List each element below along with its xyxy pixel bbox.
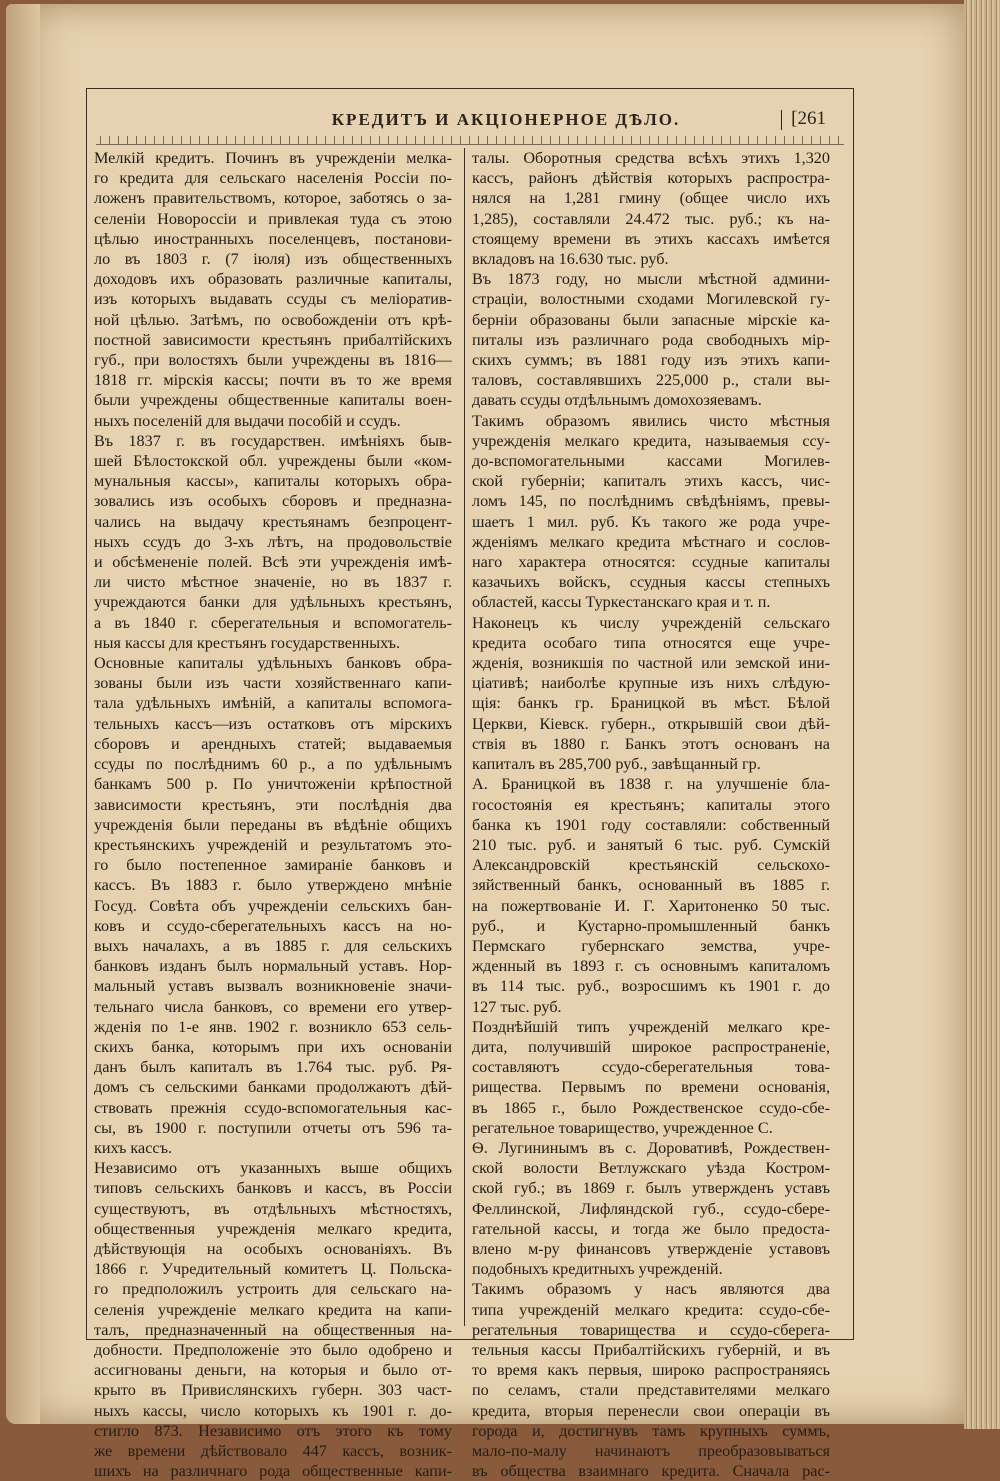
text-line: 1818 гг. мiрскiя кассы; почти въ то же время bbox=[94, 371, 452, 390]
text-line: Пермскаго губернскаго земства, учре- bbox=[472, 936, 830, 955]
text-line: Ѳ. Лугининымъ въ с. Доровативѣ, Рождествен- bbox=[472, 1138, 830, 1157]
text-line: тельнаго числа банковъ, со времени его утвер- bbox=[94, 997, 452, 1016]
text-line: ссуды по послѣднимъ 60 р., а по удѣльнымъ bbox=[94, 755, 452, 774]
text-line: давать ссуды отдѣльнымъ домохозяевамъ. bbox=[472, 391, 762, 410]
text-line: учрежденiя были переданы въ вѣдѣнiе общихъ bbox=[94, 815, 452, 834]
text-line: шаетъ 1 мил. руб. Къ такого же рода учре- bbox=[472, 512, 830, 531]
text-line: ложенъ правительствомъ, которое, заботясь о за- bbox=[94, 189, 452, 208]
text-line: ломъ 145, по послѣднимъ свѣдѣнiямъ, превы- bbox=[472, 492, 830, 511]
text-line: общественныя учрежденiя мелкаго кредита, bbox=[94, 1219, 452, 1238]
text-line: типовъ сельскихъ банковъ и кассъ, въ Россiи bbox=[94, 1179, 452, 1198]
text-line: зованы были изъ части хозяйственнаго капи- bbox=[94, 674, 452, 693]
text-line: Церкви, Кiевск. губерн., открывшiй свои дѣй- bbox=[472, 714, 830, 733]
text-line: Независимо отъ указанныхъ выше общихъ bbox=[94, 1159, 452, 1178]
text-line: нялся на 1,281 гмину (общее число ихъ bbox=[472, 189, 830, 208]
text-line: банковъ изданъ былъ нормальный уставъ. Нор- bbox=[94, 957, 452, 976]
text-line: Мелкiй кредитъ. Починъ въ учрежденiи мелка- bbox=[94, 149, 452, 167]
text-line: Въ 1873 году, но мысли мѣстной админи- bbox=[472, 270, 830, 289]
text-line: жденiямъ мелкаго кредита мѣстнаго и сослов- bbox=[472, 532, 830, 551]
text-line: стоящему времени въ этихъ кассахъ имѣется bbox=[472, 229, 830, 248]
text-line: ной цѣлью. Затѣмъ, по освобожденiи отъ крѣ- bbox=[94, 310, 452, 329]
text-line: зовались изъ особыхъ сборовъ и предназна- bbox=[94, 492, 452, 511]
text-line: ли чисто мѣстное значенiе, но въ 1837 г. bbox=[94, 573, 452, 592]
text-line: госостоянiя ея крестьянъ; капиталы этого bbox=[472, 795, 830, 814]
text-line: 1866 г. Учредительный комитетъ Ц. Польска- bbox=[94, 1260, 452, 1279]
text-line: 1,285), составляли 24.472 тыс. руб.; къ на- bbox=[472, 209, 830, 228]
text-line: существуютъ, въ отдѣльныхъ мѣстностяхъ, bbox=[94, 1199, 452, 1218]
text-line: кихъ кассъ. bbox=[94, 1138, 173, 1157]
text-line: стигло 873. Независимо отъ этого къ тому bbox=[94, 1421, 452, 1440]
text-line: регательныя товарищества и ссудо-сберега- bbox=[472, 1320, 830, 1339]
text-line: банкамъ 500 р. По уничтоженiи крѣпостной bbox=[94, 775, 452, 794]
text-line: домъ съ сельскими банками продолжаютъ дѣй- bbox=[94, 1078, 452, 1097]
text-line: же времени дѣйствовало 447 кассъ, возник- bbox=[94, 1442, 452, 1460]
text-line: цѣлью иностранныхъ поселенцевъ, постанови- bbox=[94, 229, 452, 248]
text-line: ныхъ кассы, число которыхъ къ 1901 г. до- bbox=[94, 1401, 452, 1420]
text-line: и обсѣмененiе полей. Всѣ эти учрежденiя имѣ- bbox=[94, 553, 452, 572]
book-page-edges bbox=[964, 0, 1000, 1429]
text-line: учреждаются банки для удѣльныхъ крестьянъ, bbox=[94, 593, 452, 612]
text-line: капиталъ въ 285,700 руб., завѣщанный гр. bbox=[472, 755, 761, 774]
text-line: типа учрежденiй мелкаго кредита: ссудо-сбе- bbox=[472, 1300, 830, 1319]
text-line: скихъ банка, которымъ при ихъ основанiи bbox=[94, 1037, 452, 1056]
facing-page-strip bbox=[6, 4, 40, 1424]
text-line: го предположилъ устроить для сельскаго на- bbox=[94, 1280, 452, 1299]
text-line: Въ 1837 г. въ государствен. имѣнiяхъ быв- bbox=[94, 431, 452, 450]
text-line: го было постепенное замиранiе банковъ и bbox=[94, 856, 452, 875]
text-line: составляютъ ссудо-сберегательныя това- bbox=[472, 1058, 830, 1077]
text-line: а въ 1840 г. сберегательныя и вспомогатель- bbox=[94, 613, 452, 632]
text-line: таловъ, составлявшихъ 225,000 р., стали вы- bbox=[472, 371, 830, 390]
running-title: КРЕДИТЪ И АКЦIОНЕРНОЕ ДѢЛО. bbox=[331, 110, 681, 129]
column-divider bbox=[464, 148, 465, 1326]
text-line: наго характера относятся: ссудные капиталы bbox=[472, 553, 830, 572]
text-line: банка къ 1901 году составляли: собственный bbox=[472, 815, 830, 834]
text-line: шей Бѣлостокской обл. учреждены были «ком- bbox=[94, 452, 452, 471]
text-line: страцiи, волостными сходами Могилевской гу- bbox=[472, 290, 830, 309]
text-line: губ., при волостяхъ были учреждены въ 1816— bbox=[94, 351, 452, 370]
text-line: доходовъ ихъ образовать различные капиталы, bbox=[94, 270, 452, 289]
text-line: кредита особаго типа относятся еще учре- bbox=[472, 633, 830, 652]
header-rule bbox=[96, 136, 844, 145]
text-line: кредита, вторыя перенесли свои операцiи въ bbox=[472, 1401, 830, 1420]
text-line: щiя: банкъ гр. Браницкой въ мѣст. Бѣлой bbox=[472, 694, 830, 713]
text-line: Такимъ образомъ у насъ являются два bbox=[472, 1280, 830, 1299]
text-line: крестьянскихъ учрежденiй и результатомъ это- bbox=[94, 835, 452, 854]
text-line: го кредита для сельскаго населенiя Россiи по- bbox=[94, 169, 452, 188]
text-line: 210 тыс. руб. и занятый 6 тыс. руб. Сумскiй bbox=[472, 835, 830, 854]
text-line: цiативѣ; наиболѣе крупные изъ нихъ слѣдую- bbox=[472, 674, 830, 693]
text-line: въ 114 тыс. руб., возросшимъ къ 1901 г. до bbox=[472, 977, 830, 996]
text-line: города и, достигнувъ тамъ крупныхъ суммъ, bbox=[472, 1421, 830, 1440]
text-line: ской губернiи; капиталъ этихъ кассъ, чис- bbox=[472, 472, 830, 491]
text-line: тала удѣльныхъ имѣнiй, а капиталы вспомога- bbox=[94, 694, 452, 713]
text-line: жденный въ 1893 г. съ основнымъ капиталомъ bbox=[472, 957, 830, 976]
text-line: селенiя учрежденiе мелкаго кредита на капи- bbox=[94, 1300, 452, 1319]
text-line: жденiя, возникшiя по частной или земской ини- bbox=[472, 654, 830, 673]
text-line: въ 1865 г., было Рождественское ссудо-сбе- bbox=[472, 1098, 830, 1117]
left-column bbox=[94, 148, 452, 1481]
text-line: А. Браницкой въ 1838 г. на улучшенiе бла- bbox=[472, 775, 830, 794]
text-line: сборовъ и арендныхъ статей; выдаваемыя bbox=[94, 734, 452, 753]
text-line: ныхъ ссудъ до 3-хъ лѣтъ, на продовольствiе bbox=[94, 532, 452, 551]
text-line: постной зависимости крестьянъ прибалтiйскихъ bbox=[94, 330, 452, 349]
text-line: ныхъ поселенiй для выдачи пособiй и ссудъ. bbox=[94, 411, 401, 430]
text-line: ствовать прежнiя ссудо-вспомогательныя кас- bbox=[94, 1098, 452, 1117]
text-line: областей, кассы Туркестанскаго края и т. п. bbox=[472, 593, 771, 612]
running-header bbox=[86, 106, 854, 136]
text-line: выхъ началахъ, а въ 1885 г. для сельскихъ bbox=[94, 936, 452, 955]
text-line: Александровскiй крестьянскiй сельскохо- bbox=[472, 856, 830, 875]
text-line: крыто въ Привислянскихъ губерн. 303 част- bbox=[94, 1381, 452, 1400]
text-line: руб., и Кустарно-промышленный банкъ bbox=[472, 916, 830, 935]
text-line: талы. Оборотныя средства всѣхъ этихъ 1,320 bbox=[472, 149, 830, 167]
text-line: мальный уставъ вызвалъ возникновенiе значи- bbox=[94, 977, 452, 996]
text-line: кассъ. Въ 1883 г. было утверждено мнѣнiе bbox=[94, 876, 452, 895]
text-line: рищества. Первымъ по времени основанiя, bbox=[472, 1078, 830, 1097]
text-line: влено м-ру финансовъ утвержденiе уставовъ bbox=[472, 1239, 830, 1258]
text-line: дита, получившiй широкое распространенiе, bbox=[472, 1037, 830, 1056]
text-line: вкладовъ на 16.630 тыс. руб. bbox=[472, 250, 669, 269]
text-line: Основные капиталы удѣльныхъ банковъ обра- bbox=[94, 654, 452, 673]
text-line: гательной кассы, и тогда же было предоста- bbox=[472, 1219, 830, 1238]
text-line: учрежденiя мелкаго кредита, называемыя ссу- bbox=[472, 431, 830, 450]
text-line: селенiи Новороссiи и привлекая туда съ этою bbox=[94, 209, 452, 228]
text-line: ской губ.; въ 1869 г. былъ утвержденъ уставъ bbox=[472, 1179, 830, 1198]
right-column bbox=[472, 148, 830, 1481]
text-line: изъ которыхъ выдавать ссуды съ мелiоратив- bbox=[94, 290, 452, 309]
text-line: подобныхъ кредитныхъ учрежденiй. bbox=[472, 1260, 723, 1279]
text-line: данъ былъ капиталъ въ 1.764 тыс. руб. Ря- bbox=[94, 1058, 452, 1077]
text-line: ской волости Ветлужскаго уѣзда Костром- bbox=[472, 1159, 830, 1178]
text-line: мунальныя кассы», капиталы которыхъ обра- bbox=[94, 472, 452, 491]
text-line: чались на выдачу крестьянамъ безпроцент- bbox=[94, 512, 452, 531]
text-line: Наконецъ къ числу учрежденiй сельскаго bbox=[472, 613, 830, 632]
text-line: на пожертвованiе И. Г. Харитоненко 50 тыс. bbox=[472, 896, 830, 915]
text-line: до-вспомогательными кассами Могилев- bbox=[472, 452, 830, 471]
text-line: шихъ на различнаго рода общественные капи- bbox=[94, 1462, 452, 1481]
text-line: ковъ и ссудо-сберегательныхъ кассъ на но- bbox=[94, 916, 452, 935]
text-line: сы, въ 1900 г. поступили отчеты отъ 596 та- bbox=[94, 1118, 452, 1137]
text-line: мало-по-малу начинаютъ преобразовываться bbox=[472, 1442, 830, 1460]
text-line: 127 тыс. руб. bbox=[472, 997, 562, 1016]
text-line: добности. Предположенiе это было одобрено и bbox=[94, 1340, 452, 1359]
text-line: въ общества взаимнаго кредита. Сначала рас- bbox=[472, 1462, 830, 1481]
text-line: талъ, предназначенный на общественныя на- bbox=[94, 1320, 452, 1339]
text-line: зяйственный банкъ, основанный въ 1885 г. bbox=[472, 876, 830, 895]
text-line: то время какъ первыя, широко распространяясь bbox=[472, 1361, 830, 1380]
text-line: ныя кассы для крестьянъ государственныхъ. bbox=[94, 633, 401, 652]
page-number: [261 bbox=[791, 108, 826, 129]
text-line: ассигнованы деньги, на которыя и было от- bbox=[94, 1361, 452, 1380]
text-line: тельныя кассы Прибалтiйскихъ губернiй, и въ bbox=[472, 1340, 830, 1359]
text-line: жденiя по 1-е янв. 1902 г. возникло 653 сель- bbox=[94, 1017, 452, 1036]
text-line: регательное товарищество, учрежденное С. bbox=[472, 1118, 773, 1137]
text-line: казачьихъ войскъ, ссудныя кассы степныхъ bbox=[472, 573, 830, 592]
text-line: Госуд. Совѣта объ учрежденiи сельскихъ бан- bbox=[94, 896, 452, 915]
text-line: Такимъ образомъ явились чисто мѣстныя bbox=[472, 411, 830, 430]
text-line: тельныхъ кассъ—изъ остатковъ отъ мiрскихъ bbox=[94, 714, 452, 733]
text-line: были учреждены общественные капиталы воен- bbox=[94, 391, 452, 410]
text-line: по селамъ, стали представителями мелкаго bbox=[472, 1381, 830, 1400]
text-line: ло въ 1803 г. (7 iюля) изъ общественныхъ bbox=[94, 250, 452, 269]
text-line: зависимости крестьянъ, эти послѣднiя два bbox=[94, 795, 452, 814]
text-line: питалы изъ различнаго рода свободныхъ мiр- bbox=[472, 330, 830, 349]
text-line: дѣйствующiя на особыхъ основанiяхъ. Въ bbox=[94, 1239, 452, 1258]
text-line: кассъ, районъ дѣйствiя которыхъ распростра- bbox=[472, 169, 830, 188]
text-line: скихъ суммъ; въ 1881 году изъ этихъ капи- bbox=[472, 351, 830, 370]
text-line: Позднѣйшiй типъ учрежденiй мелкаго кре- bbox=[472, 1017, 830, 1036]
text-line: Феллинской, Лифляндской губ., ссудо-сбере- bbox=[472, 1199, 830, 1218]
text-line: бернiи образованы были запасные мiрскiе ка- bbox=[472, 310, 830, 329]
text-line: ствiя въ 1880 г. Банкъ этотъ основанъ на bbox=[472, 734, 830, 753]
